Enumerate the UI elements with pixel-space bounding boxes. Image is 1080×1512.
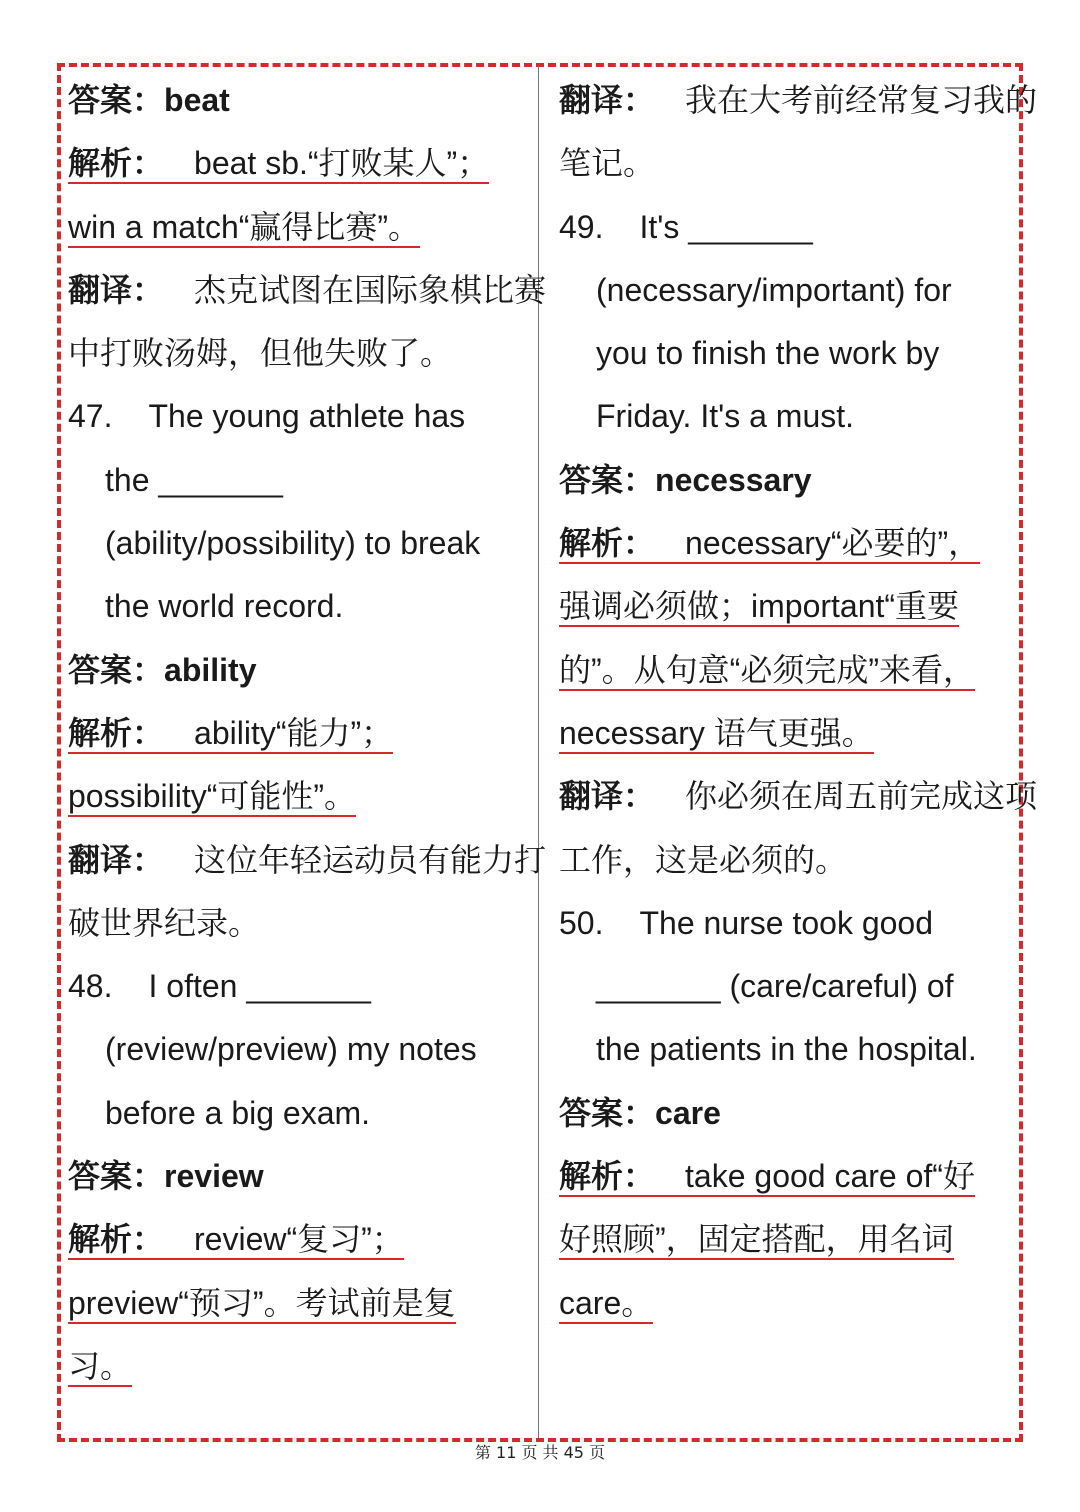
analysis-text: care。 <box>559 1284 653 1324</box>
question-line <box>68 385 530 448</box>
translation-line <box>68 259 547 322</box>
answer-label: 答案： <box>559 461 656 498</box>
question-line <box>559 322 1017 385</box>
answer-line <box>559 1082 1017 1145</box>
question-text: (review/preview) my notes <box>105 1031 477 1068</box>
translation-label: 翻译： <box>68 841 165 878</box>
question-line <box>559 955 1017 1018</box>
translation-line <box>68 322 530 385</box>
question-text: Friday. It's a must. <box>596 398 855 435</box>
translation-line <box>68 829 547 892</box>
analysis-text: review“复习”； <box>194 1221 404 1258</box>
question-line <box>68 955 530 1018</box>
translation-label: 翻译： <box>559 82 656 118</box>
analysis-label: 解析： <box>559 1158 656 1195</box>
analysis-line <box>559 1272 1017 1335</box>
question-text: the _______ <box>105 461 283 498</box>
analysis-text: 好照顾”，固定搭配，用名词 <box>559 1220 954 1260</box>
question-text: (ability/possibility) to break <box>105 525 481 562</box>
question-text: The nurse took good <box>639 904 934 941</box>
analysis-line <box>68 196 530 259</box>
answer-label: 答案： <box>68 1158 165 1195</box>
analysis-line <box>559 1145 1017 1208</box>
analysis-line <box>68 1272 530 1335</box>
question-line <box>559 259 1017 322</box>
analysis-text: take good care of“好 <box>685 1158 975 1195</box>
translation-line <box>559 829 1017 892</box>
translation-label: 翻译： <box>559 778 656 815</box>
question-text: The young athlete has <box>148 398 466 435</box>
analysis-line <box>68 132 530 195</box>
question-line <box>68 1018 530 1081</box>
analysis-text: 强调必须做；important“重要 <box>559 587 959 627</box>
analysis-label: 解析： <box>559 525 656 562</box>
analysis-text: 的”。从句意“必须完成”来看， <box>559 651 975 691</box>
translation-text: 这位年轻运动员有能力打 <box>194 841 547 878</box>
translation-line <box>559 69 1038 132</box>
analysis-label: 解析： <box>68 714 165 751</box>
question-line <box>559 892 1017 955</box>
question-text: _______ (care/careful) of <box>596 968 954 1005</box>
translation-text: 工作，这是必须的。 <box>559 841 848 878</box>
answer-line <box>68 69 530 132</box>
question-text: the patients in the hospital. <box>596 1031 977 1068</box>
answer-label: 答案： <box>68 651 165 688</box>
analysis-line <box>559 1208 1017 1271</box>
translation-text: 中打败汤姆，但他失败了。 <box>68 335 453 372</box>
analysis-text: preview“预习”。考试前是复 <box>68 1284 456 1324</box>
question-line <box>559 196 1017 259</box>
analysis-text: necessary 语气更强。 <box>559 714 874 754</box>
translation-text: 破世界纪录。 <box>68 904 261 941</box>
answer-value: beat <box>164 82 230 118</box>
question-number: 49. <box>559 208 604 245</box>
analysis-line <box>68 1208 530 1271</box>
translation-line <box>68 892 530 955</box>
answer-value: necessary <box>655 461 812 498</box>
question-text: before a big exam. <box>105 1094 371 1131</box>
analysis-label: 解析： <box>68 145 165 182</box>
question-line <box>559 1018 1017 1081</box>
analysis-text: necessary“必要的”， <box>685 525 981 562</box>
page-number-footer: 第 11 页 共 45 页 <box>474 1443 606 1462</box>
analysis-line <box>559 702 1017 765</box>
question-line <box>68 512 530 575</box>
analysis-line <box>559 512 1017 575</box>
analysis-line <box>559 575 1017 638</box>
question-line <box>68 1082 530 1145</box>
analysis-label: 解析： <box>68 1221 165 1258</box>
analysis-text: beat sb.“打败某人”； <box>194 145 490 182</box>
translation-text: 杰克试图在国际象棋比赛 <box>194 271 547 308</box>
question-text: you to finish the work by <box>596 335 940 372</box>
question-line <box>68 449 530 512</box>
analysis-text: possibility“可能性”。 <box>68 777 356 817</box>
question-text: the world record. <box>105 588 344 625</box>
question-line <box>559 385 1017 448</box>
question-line <box>68 575 530 638</box>
question-number: 50. <box>559 904 604 941</box>
analysis-text: win a match“赢得比赛”。 <box>68 208 420 248</box>
answer-label: 答案： <box>559 1094 656 1131</box>
translation-label: 翻译： <box>68 271 165 308</box>
question-text: I often _______ <box>148 968 371 1005</box>
answer-line <box>68 1145 530 1208</box>
analysis-text: ability“能力”； <box>194 714 394 751</box>
answer-value: review <box>164 1158 264 1195</box>
question-number: 47. <box>68 398 113 435</box>
answer-line <box>68 639 530 702</box>
left-column <box>68 69 547 1398</box>
answer-line <box>559 449 1017 512</box>
answer-value: care <box>655 1094 721 1131</box>
analysis-line <box>68 1335 530 1398</box>
translation-line <box>559 765 1038 828</box>
analysis-text: 习。 <box>68 1347 132 1387</box>
translation-text: 你必须在周五前完成这项 <box>685 778 1038 815</box>
answer-label: 答案： <box>68 82 165 118</box>
translation-line <box>559 132 1017 195</box>
analysis-line <box>68 765 530 828</box>
question-text: It's _______ <box>639 208 813 245</box>
analysis-line <box>68 702 530 765</box>
translation-text: 笔记。 <box>559 145 656 182</box>
analysis-line <box>559 639 1017 702</box>
translation-text: 我在大考前经常复习我的 <box>685 82 1038 118</box>
question-number: 48. <box>68 968 113 1005</box>
question-text: (necessary/important) for <box>596 271 952 308</box>
answer-value: ability <box>164 651 257 688</box>
right-column <box>559 69 1038 1335</box>
